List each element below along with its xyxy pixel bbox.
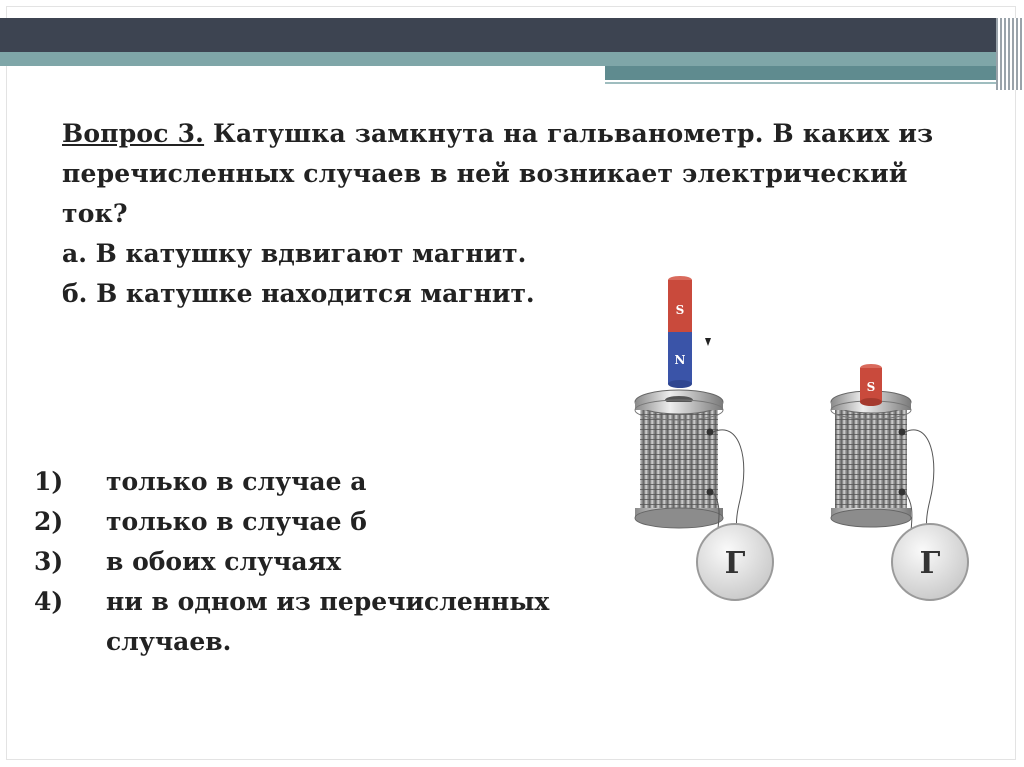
magnet-south-label: S (675, 303, 685, 317)
magnet (668, 276, 692, 388)
coil-left (635, 390, 723, 528)
coil-right (831, 391, 911, 527)
header-bar-line (605, 82, 1000, 84)
motion-arrow-icon (705, 338, 711, 346)
galvanometer-label: Г (724, 546, 746, 581)
header-bar-dark (0, 18, 1000, 52)
answer-text: в обоих случаях (106, 547, 341, 576)
answer-text: только в случае б (106, 507, 367, 536)
answer-number: 3) (34, 547, 64, 576)
magnet-north-label: N (674, 353, 686, 367)
left-setup (635, 276, 773, 600)
answer-option-2[interactable] (34, 502, 594, 542)
question-text (62, 114, 982, 234)
header-band (0, 18, 1024, 90)
magnet-south-label: S (866, 380, 876, 394)
answer-option-3[interactable] (34, 542, 594, 582)
coil-galvanometer-figure (590, 260, 1010, 620)
answer-text: ни в одном из перечисленных случаев. (106, 587, 550, 656)
galvanometer-right (892, 524, 968, 600)
answer-option-1[interactable] (34, 462, 594, 502)
answer-number: 4) (34, 587, 64, 616)
question-label: Вопрос 3. (62, 119, 205, 148)
case-a: а. В катушку вдвигают магнит. (62, 239, 527, 268)
answer-list (34, 462, 594, 662)
answer-number: 1) (34, 467, 64, 496)
galvanometer-left (697, 524, 773, 600)
header-bar-teal (0, 52, 1000, 66)
answer-number: 2) (34, 507, 64, 536)
answer-text: только в случае а (106, 467, 367, 496)
header-stripes (996, 18, 1024, 90)
right-setup (831, 364, 968, 600)
answer-option-4[interactable] (34, 582, 594, 662)
galvanometer-label: Г (919, 546, 941, 581)
magnet-inside (860, 364, 882, 406)
case-b: б. В катушке находится магнит. (62, 279, 535, 308)
question-body: Катушка замкнута на гальванометр. В каких из перечисленных случаев в ней возникает электрический ток? (62, 119, 934, 228)
header-bar-accent (605, 66, 1000, 80)
